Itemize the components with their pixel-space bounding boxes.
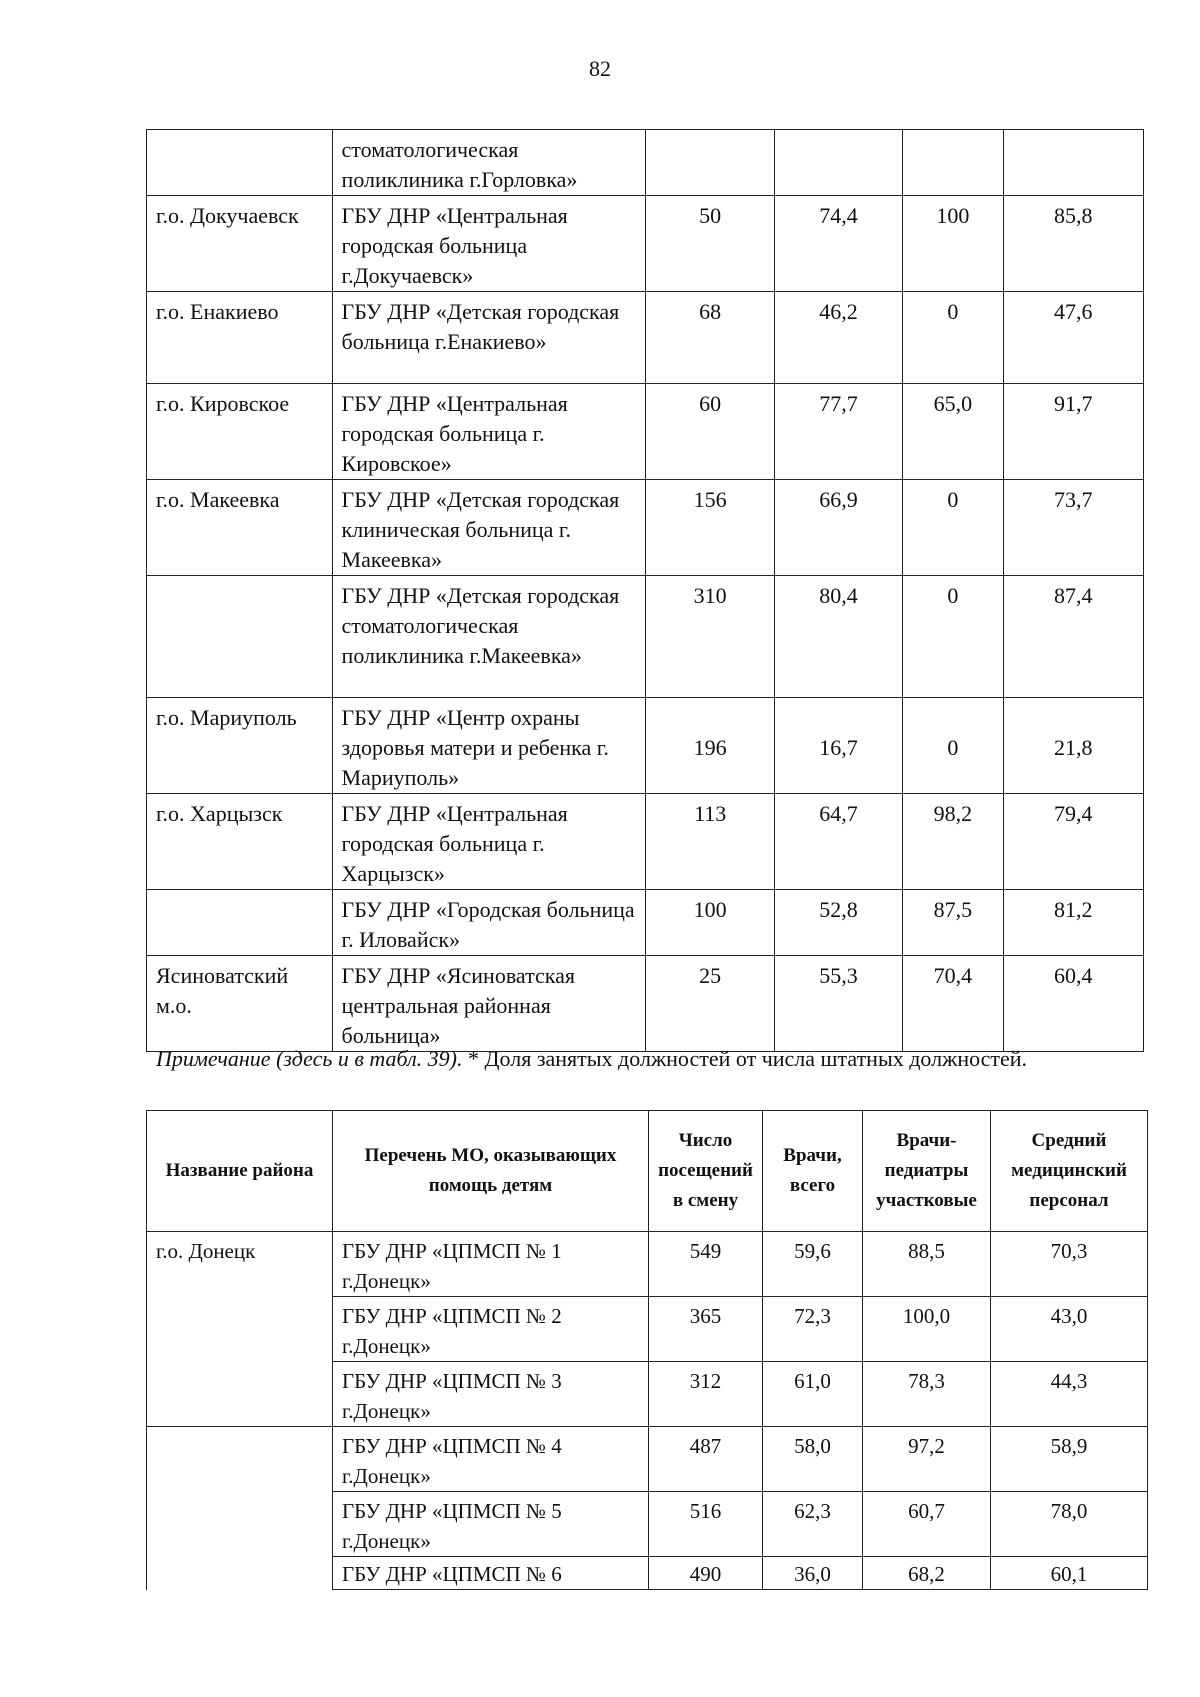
district-cell: г.о. Макеевка (147, 480, 333, 576)
district-cell: г.о. Донецк (147, 1232, 333, 1427)
organization-cell: ГБУ ДНР «ЦПМСП № 4 г.Донецк» (333, 1427, 649, 1492)
pediatricians-cell: 68,2 (863, 1557, 991, 1590)
medical-staff-cell: 73,7 (1003, 480, 1143, 576)
medical-staff-cell (1003, 130, 1143, 196)
medical-staff-cell: 79,4 (1003, 794, 1143, 890)
doctors-cell: 16,7 (774, 698, 902, 794)
medical-staff-cell: 78,0 (991, 1492, 1148, 1557)
medical-staff-cell: 60,4 (1003, 956, 1143, 1052)
doctors-cell: 52,8 (774, 890, 902, 956)
organization-cell: ГБУ ДНР «Детская городская стоматологическая поликлиника г.Макеевка» (332, 576, 646, 698)
header-doctors: Врачи, всего (763, 1111, 863, 1232)
district-cell (147, 576, 333, 698)
medical-staff-cell: 91,7 (1003, 384, 1143, 480)
visits-cell: 25 (646, 956, 774, 1052)
pediatricians-cell: 87,5 (903, 890, 1003, 956)
pediatricians-cell: 0 (903, 576, 1003, 698)
table-row (147, 130, 1144, 196)
note-text: * Доля занятых должностей от числа штатных должностей. (462, 1046, 1028, 1071)
visits-cell: 196 (646, 698, 774, 794)
table-row (147, 480, 1144, 576)
header-visits: Число посещений в смену (649, 1111, 763, 1232)
district-cell: Ясиноватский м.о. (147, 956, 333, 1052)
table-row (147, 292, 1144, 384)
pediatricians-cell: 78,3 (863, 1362, 991, 1427)
pediatricians-cell: 100,0 (863, 1297, 991, 1362)
visits-cell: 312 (649, 1362, 763, 1427)
header-medical-staff: Средний медицинский персонал (991, 1111, 1148, 1232)
table-header-row (147, 1111, 1148, 1232)
organization-cell: ГБУ ДНР «Центр охраны здоровья матери и ребенка г. Мариуполь» (332, 698, 646, 794)
organization-cell: ГБУ ДНР «ЦПМСП № 6 (333, 1557, 649, 1590)
table-row (147, 890, 1144, 956)
pediatricians-cell: 0 (903, 292, 1003, 384)
district-cell (147, 1427, 333, 1590)
medical-staff-cell: 70,3 (991, 1232, 1148, 1297)
organization-cell: ГБУ ДНР «Центральная городская больница г. Кировское» (332, 384, 646, 480)
doctors-cell: 55,3 (774, 956, 902, 1052)
doctors-cell: 72,3 (763, 1297, 863, 1362)
district-cell: г.о. Кировское (147, 384, 333, 480)
visits-cell: 490 (649, 1557, 763, 1590)
visits-cell: 487 (649, 1427, 763, 1492)
table-row (147, 1232, 1148, 1297)
doctors-cell: 66,9 (774, 480, 902, 576)
organization-cell: ГБУ ДНР «ЦПМСП № 1 г.Донецк» (333, 1232, 649, 1297)
pediatricians-cell: 88,5 (863, 1232, 991, 1297)
doctors-cell: 62,3 (763, 1492, 863, 1557)
organization-cell: ГБУ ДНР «Детская городская клиническая больница г. Макеевка» (332, 480, 646, 576)
doctors-cell: 61,0 (763, 1362, 863, 1427)
district-cell (147, 890, 333, 956)
organization-cell: стоматологическая поликлиника г.Горловка» (332, 130, 646, 196)
medical-staff-cell: 43,0 (991, 1297, 1148, 1362)
facilities-table (146, 1110, 1148, 1590)
visits-cell: 310 (646, 576, 774, 698)
organization-cell: ГБУ ДНР «Центральная городская больница г.Докучаевск» (332, 196, 646, 292)
visits-cell: 68 (646, 292, 774, 384)
visits-cell: 50 (646, 196, 774, 292)
pediatricians-cell: 97,2 (863, 1427, 991, 1492)
district-cell: г.о. Мариуполь (147, 698, 333, 794)
pediatricians-cell (903, 130, 1003, 196)
header-pediatricians: Врачи-педиатры участковые (863, 1111, 991, 1232)
doctors-cell: 46,2 (774, 292, 902, 384)
district-cell: г.о. Докучаевск (147, 196, 333, 292)
table-row (147, 698, 1144, 794)
medical-staff-cell: 47,6 (1003, 292, 1143, 384)
visits-cell: 365 (649, 1297, 763, 1362)
medical-staff-cell: 60,1 (991, 1557, 1148, 1590)
pediatricians-cell: 100 (903, 196, 1003, 292)
table-row (147, 956, 1144, 1052)
doctors-cell: 59,6 (763, 1232, 863, 1297)
pediatricians-cell: 98,2 (903, 794, 1003, 890)
district-cell: г.о. Енакиево (147, 292, 333, 384)
table-row (147, 794, 1144, 890)
doctors-cell (774, 130, 902, 196)
table-row (147, 1427, 1148, 1492)
page-number: 82 (589, 56, 611, 81)
organization-cell: ГБУ ДНР «Центральная городская больница г. Харцызск» (332, 794, 646, 890)
doctors-cell: 58,0 (763, 1427, 863, 1492)
pediatricians-cell: 0 (903, 480, 1003, 576)
table-row (147, 384, 1144, 480)
pediatricians-cell: 0 (903, 698, 1003, 794)
district-cell (147, 130, 333, 196)
organization-cell: ГБУ ДНР «ЦПМСП № 3 г.Донецк» (333, 1362, 649, 1427)
table-row (147, 576, 1144, 698)
pediatricians-cell: 70,4 (903, 956, 1003, 1052)
facilities-table-continued (146, 129, 1144, 1052)
table-note (156, 1046, 1156, 1072)
organization-cell: ГБУ ДНР «ЦПМСП № 2 г.Донецк» (333, 1297, 649, 1362)
visits-cell: 113 (646, 794, 774, 890)
header-organization: Перечень МО, оказывающих помощь детям (333, 1111, 649, 1232)
doctors-cell: 36,0 (763, 1557, 863, 1590)
visits-cell: 60 (646, 384, 774, 480)
doctors-cell: 77,7 (774, 384, 902, 480)
pediatricians-cell: 60,7 (863, 1492, 991, 1557)
visits-cell: 516 (649, 1492, 763, 1557)
note-label: Примечание (здесь и в табл. 39). (156, 1046, 463, 1071)
doctors-cell: 80,4 (774, 576, 902, 698)
table-row (147, 196, 1144, 292)
medical-staff-cell: 87,4 (1003, 576, 1143, 698)
doctors-cell: 74,4 (774, 196, 902, 292)
medical-staff-cell: 81,2 (1003, 890, 1143, 956)
visits-cell (646, 130, 774, 196)
medical-staff-cell: 44,3 (991, 1362, 1148, 1427)
medical-staff-cell: 58,9 (991, 1427, 1148, 1492)
organization-cell: ГБУ ДНР «Городская больница г. Иловайск» (332, 890, 646, 956)
organization-cell: ГБУ ДНР «ЦПМСП № 5 г.Донецк» (333, 1492, 649, 1557)
header-district: Название района (147, 1111, 333, 1232)
visits-cell: 156 (646, 480, 774, 576)
organization-cell: ГБУ ДНР «Ясиноватская центральная районная больница» (332, 956, 646, 1052)
organization-cell: ГБУ ДНР «Детская городская больница г.Енакиево» (332, 292, 646, 384)
visits-cell: 100 (646, 890, 774, 956)
pediatricians-cell: 65,0 (903, 384, 1003, 480)
medical-staff-cell: 21,8 (1003, 698, 1143, 794)
medical-staff-cell: 85,8 (1003, 196, 1143, 292)
doctors-cell: 64,7 (774, 794, 902, 890)
visits-cell: 549 (649, 1232, 763, 1297)
district-cell: г.о. Харцызск (147, 794, 333, 890)
